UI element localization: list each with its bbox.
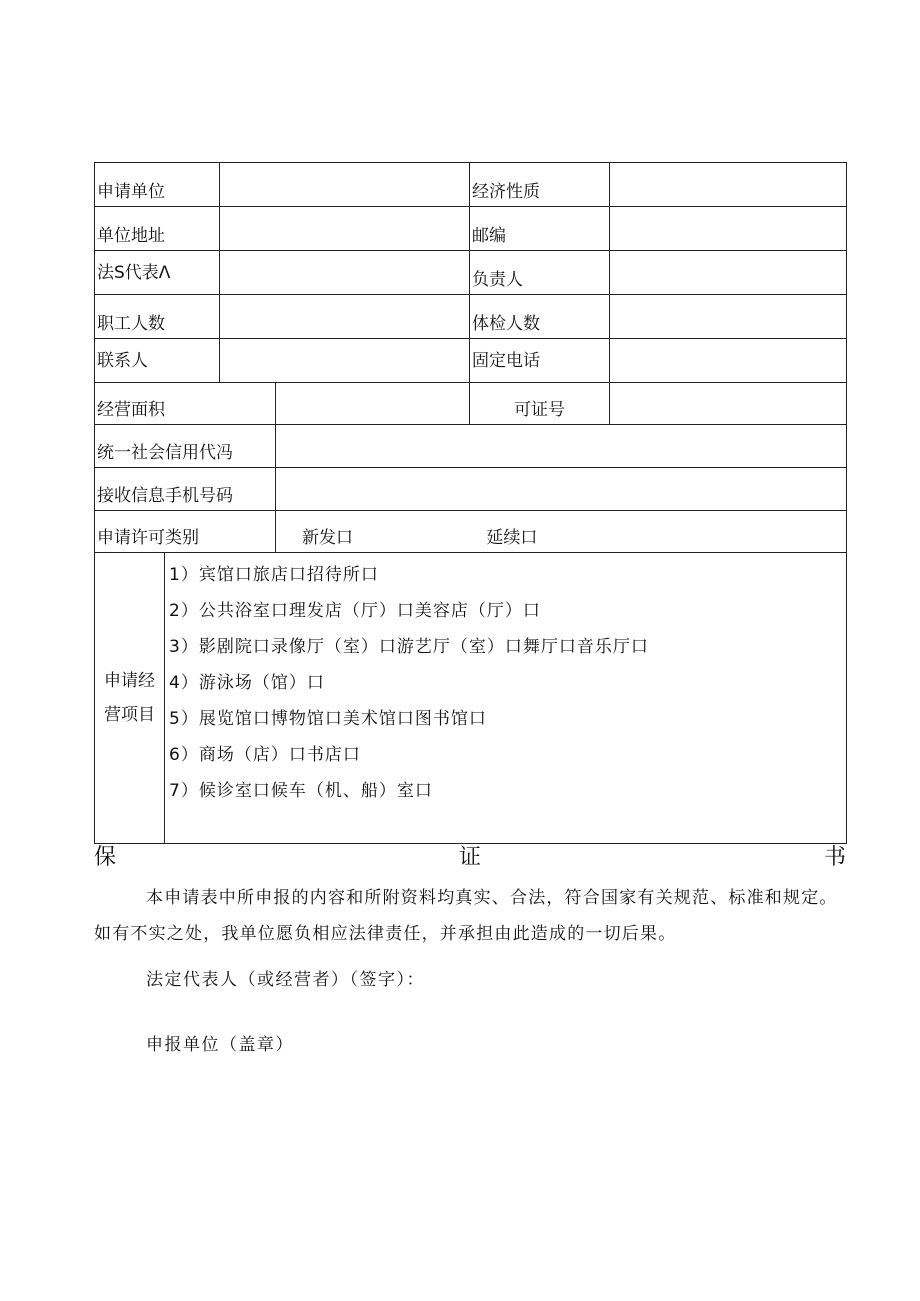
legal-rep-cell[interactable] [220, 251, 470, 295]
person-in-charge-input[interactable] [610, 251, 846, 294]
legal-rep-input[interactable] [220, 251, 469, 294]
credit-code-cell[interactable] [276, 425, 847, 468]
form-row [95, 295, 847, 339]
project-items-list [167, 553, 844, 809]
category-label-cell [95, 511, 276, 553]
category-label: 申请许可类别 [97, 528, 199, 548]
area-input[interactable] [276, 383, 469, 424]
guarantee-title [94, 840, 846, 874]
form-row [95, 383, 847, 425]
project-item-3[interactable]: 3）影剧院口录像厅（室）口游艺厅（室）口舞厅口音乐厅口 [169, 637, 649, 657]
exam-count-label-cell [470, 295, 610, 339]
project-item-1[interactable]: 1）宾馆口旅店口招待所口 [169, 565, 379, 585]
person-in-charge-label: 负责人 [472, 270, 523, 290]
project-item-5[interactable]: 5）展览馆口博物馆口美术馆口图书馆口 [169, 709, 487, 729]
license-label-cell [470, 383, 610, 425]
license-label: 可证号 [514, 400, 565, 420]
guarantee-paragraph: 本申请表中所申报的内容和所附资料均真实、合法，符合国家有关规范、标准和规定。如有不实之处，我单位愿负相应法律责任，并承担由此造成的一切后果。 [94, 888, 838, 944]
address-label: 单位地址 [97, 226, 165, 246]
form-row [95, 207, 847, 251]
area-label: 经营面积 [97, 400, 165, 420]
applicant-unit-input[interactable] [220, 163, 469, 206]
form-row [95, 251, 847, 295]
phone-label: 固定电话 [472, 351, 540, 371]
staff-count-label: 职工人数 [97, 314, 165, 334]
person-in-charge-cell[interactable] [610, 251, 847, 295]
form-row [95, 468, 847, 511]
credit-code-label: 统一社会信用代冯 [97, 443, 233, 463]
mobile-cell[interactable] [276, 468, 847, 511]
staff-count-input[interactable] [220, 295, 469, 338]
applicant-unit-cell[interactable] [220, 163, 470, 207]
project-item-7[interactable]: 7）候诊室口候车（机、船）室口 [169, 781, 433, 801]
license-input[interactable] [610, 383, 846, 424]
postcode-input[interactable] [610, 207, 846, 250]
mobile-input[interactable] [276, 468, 846, 510]
address-cell[interactable] [220, 207, 470, 251]
contact-label-cell [95, 339, 220, 383]
staff-count-cell[interactable] [220, 295, 470, 339]
license-cell[interactable] [610, 383, 847, 425]
address-label-cell [95, 207, 220, 251]
phone-input[interactable] [610, 339, 846, 382]
legal-rep-label-cell [95, 251, 220, 295]
category-options-cell [276, 511, 847, 553]
guarantee-title-char: 证 [458, 845, 481, 870]
form-row [95, 163, 847, 207]
phone-label-cell [470, 339, 610, 383]
project-item-4[interactable]: 4）游泳场（馆）口 [169, 673, 325, 693]
contact-cell[interactable] [220, 339, 470, 383]
exam-count-label: 体检人数 [472, 314, 540, 334]
postcode-label-cell [470, 207, 610, 251]
guarantee-body [94, 880, 846, 952]
economic-nature-input[interactable] [610, 163, 846, 206]
exam-count-cell[interactable] [610, 295, 847, 339]
stamp-label: 申报单位（盖章） [146, 1035, 294, 1055]
postcode-label: 邮编 [472, 226, 506, 246]
project-item-6[interactable]: 6）商场（店）口书店口 [169, 745, 361, 765]
project-item-2[interactable]: 2）公共浴室口理发店（厅）口美容店（厅）口 [169, 601, 541, 621]
legal-rep-label: 法S代表Λ [97, 263, 171, 283]
category-renew-checkbox[interactable]: 延续口 [486, 528, 538, 548]
mobile-label-cell [95, 468, 276, 511]
form-row [95, 339, 847, 383]
project-label-cell [95, 553, 165, 844]
address-input[interactable] [220, 207, 469, 250]
applicant-unit-label-cell [95, 163, 220, 207]
economic-nature-label-cell [470, 163, 610, 207]
project-items-cell [165, 553, 847, 844]
applicant-unit-label: 申请单位 [97, 182, 165, 202]
guarantee-title-char: 保 [94, 845, 117, 870]
project-label-line2: 营项目 [104, 705, 155, 725]
category-new-checkbox[interactable]: 新发口 [302, 528, 353, 548]
contact-input[interactable] [220, 339, 469, 382]
area-cell[interactable] [276, 383, 470, 425]
credit-code-label-cell [95, 425, 276, 468]
person-in-charge-label-cell [470, 251, 610, 295]
exam-count-input[interactable] [610, 295, 846, 338]
mobile-label: 接收信息手机号码 [97, 486, 233, 506]
area-label-cell [95, 383, 276, 425]
form-row [95, 553, 847, 844]
postcode-cell[interactable] [610, 207, 847, 251]
credit-code-input[interactable] [276, 425, 846, 467]
staff-count-label-cell [95, 295, 220, 339]
guarantee-title-char: 书 [823, 845, 846, 870]
signature-label: 法定代表人（或经营者）（签字）： [146, 970, 425, 990]
form-row [95, 511, 847, 553]
project-label-line1: 申请经 [104, 671, 155, 691]
economic-nature-label: 经济性质 [472, 182, 540, 202]
application-form-table [94, 162, 847, 844]
phone-cell[interactable] [610, 339, 847, 383]
form-row [95, 425, 847, 468]
economic-nature-cell[interactable] [610, 163, 847, 207]
contact-label: 联系人 [97, 351, 148, 371]
